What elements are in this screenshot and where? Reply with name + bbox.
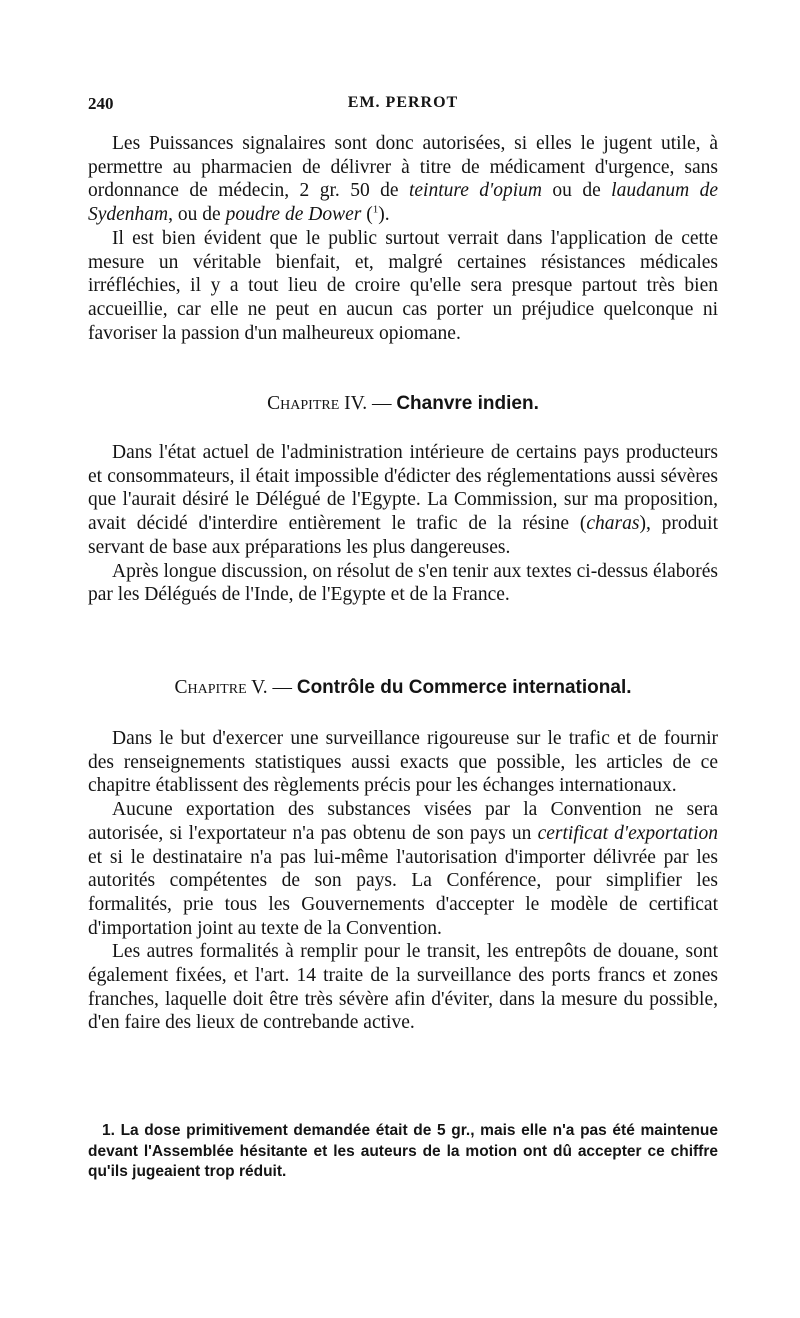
- paragraph: Les Puissances signalaires sont donc autorisées, si elles le jugent utile, à permettre au pharmacien de délivrer à titre de médicament d'urgence, sans ordonnance de médecin, 2 gr. 50 de teinture d'opium ou de laudanum de Sydenham, ou de poudre de Dower ($^1$).: [88, 133, 719, 226]
- italic-term: teinture d'opium: [408, 180, 542, 202]
- chapter-heading-iv: Chapitre IV. — Chanvre indien.: [267, 393, 539, 414]
- italic-term: laudanum de Sydenham: [88, 180, 719, 226]
- footnote-marker: 1: [372, 203, 379, 216]
- paragraph: Il est bien évident que le public surtout verrait dans l'application de cette mesure un véritable bienfait, et, malgré certaines résistances médicales irréfléchies, il y a tout lieu de croire qu'elle sera presque partout très bien accueillie, car elle ne peut en aucun cas porter un préjudice quelconque ni favoriser la passion d'un malheureux opiomane.: [88, 227, 718, 344]
- page-number: 240: [88, 94, 114, 113]
- chapter-title: Contrôle du Commerce international.: [296, 677, 632, 698]
- page-header: [88, 94, 718, 118]
- footnote-text: 1. La dose primitivement demandée était de 5 gr., mais elle n'a pas été maintenue devant l'Assemblée hésitante et les auteurs de la motion ont dû accepter ce chiffre qu'ils jugeaient trop réduit.: [88, 1122, 718, 1180]
- paragraph: Aucune exportation des substances visées par la Convention ne sera autorisée, si l'exportateur n'a pas obtenu de son pays un certificat d'exportation et si le destinataire n'a pas lui-même l'autorisation d'importer délivrée par les autorités compétentes de son pays. La Conférence, pour simplifier les formalités, prie tous les Gouvernements d'accepter le modèle de certificat d'importation joint au texte de la Convention.: [88, 799, 718, 939]
- running-head: EM. PERROT: [347, 94, 459, 111]
- text-block-commerce: [88, 727, 718, 1035]
- paragraph: Dans le but d'exercer une surveillance rigoureuse sur le trafic et de fournir des renseignements statistiques aussi exacts que possible, les articles de ce chapitre établissent des règlements précis pour les échanges internationaux.: [88, 728, 718, 797]
- chapter-heading-v: Chapitre V. — Contrôle du Commerce international.: [174, 677, 632, 698]
- chapter-label: Chapitre V.: [174, 677, 268, 698]
- paragraph: Dans l'état actuel de l'administration intérieure de certains pays producteurs et consommateurs, il était impossible d'édicter des réglementations aussi sévères que l'aurait désiré le Délégué de l'Egypte. La Commission, sur ma proposition, avait décidé d'interdire entièrement le trafic de la résine (charas), produit servant de base aux préparations les plus dangereuses.: [88, 442, 718, 558]
- text-block-cannabis: [88, 441, 718, 607]
- paragraph: Après longue discussion, on résolut de s'en tenir aux textes ci-dessus élaborés par les Délégués de l'Inde, de l'Egypte et de la France.: [88, 560, 718, 606]
- footnote: [88, 1121, 718, 1183]
- paragraph: Les autres formalités à remplir pour le transit, les entrepôts de douane, sont également fixées, et l'art. 14 traite de la surveillance des ports francs et zones franches, laquelle doit être très sévère afin d'éviter, dans la mesure du possible, d'en faire des lieux de contrebande active.: [88, 941, 718, 1034]
- chapter-label: Chapitre IV.: [267, 393, 368, 414]
- italic-term: charas: [586, 513, 640, 535]
- italic-term: certificat d'exportation: [537, 822, 718, 844]
- text-block-opium: [88, 132, 718, 345]
- italic-term: poudre de Dower: [225, 204, 362, 226]
- chapter-title: Chanvre indien.: [396, 393, 539, 414]
